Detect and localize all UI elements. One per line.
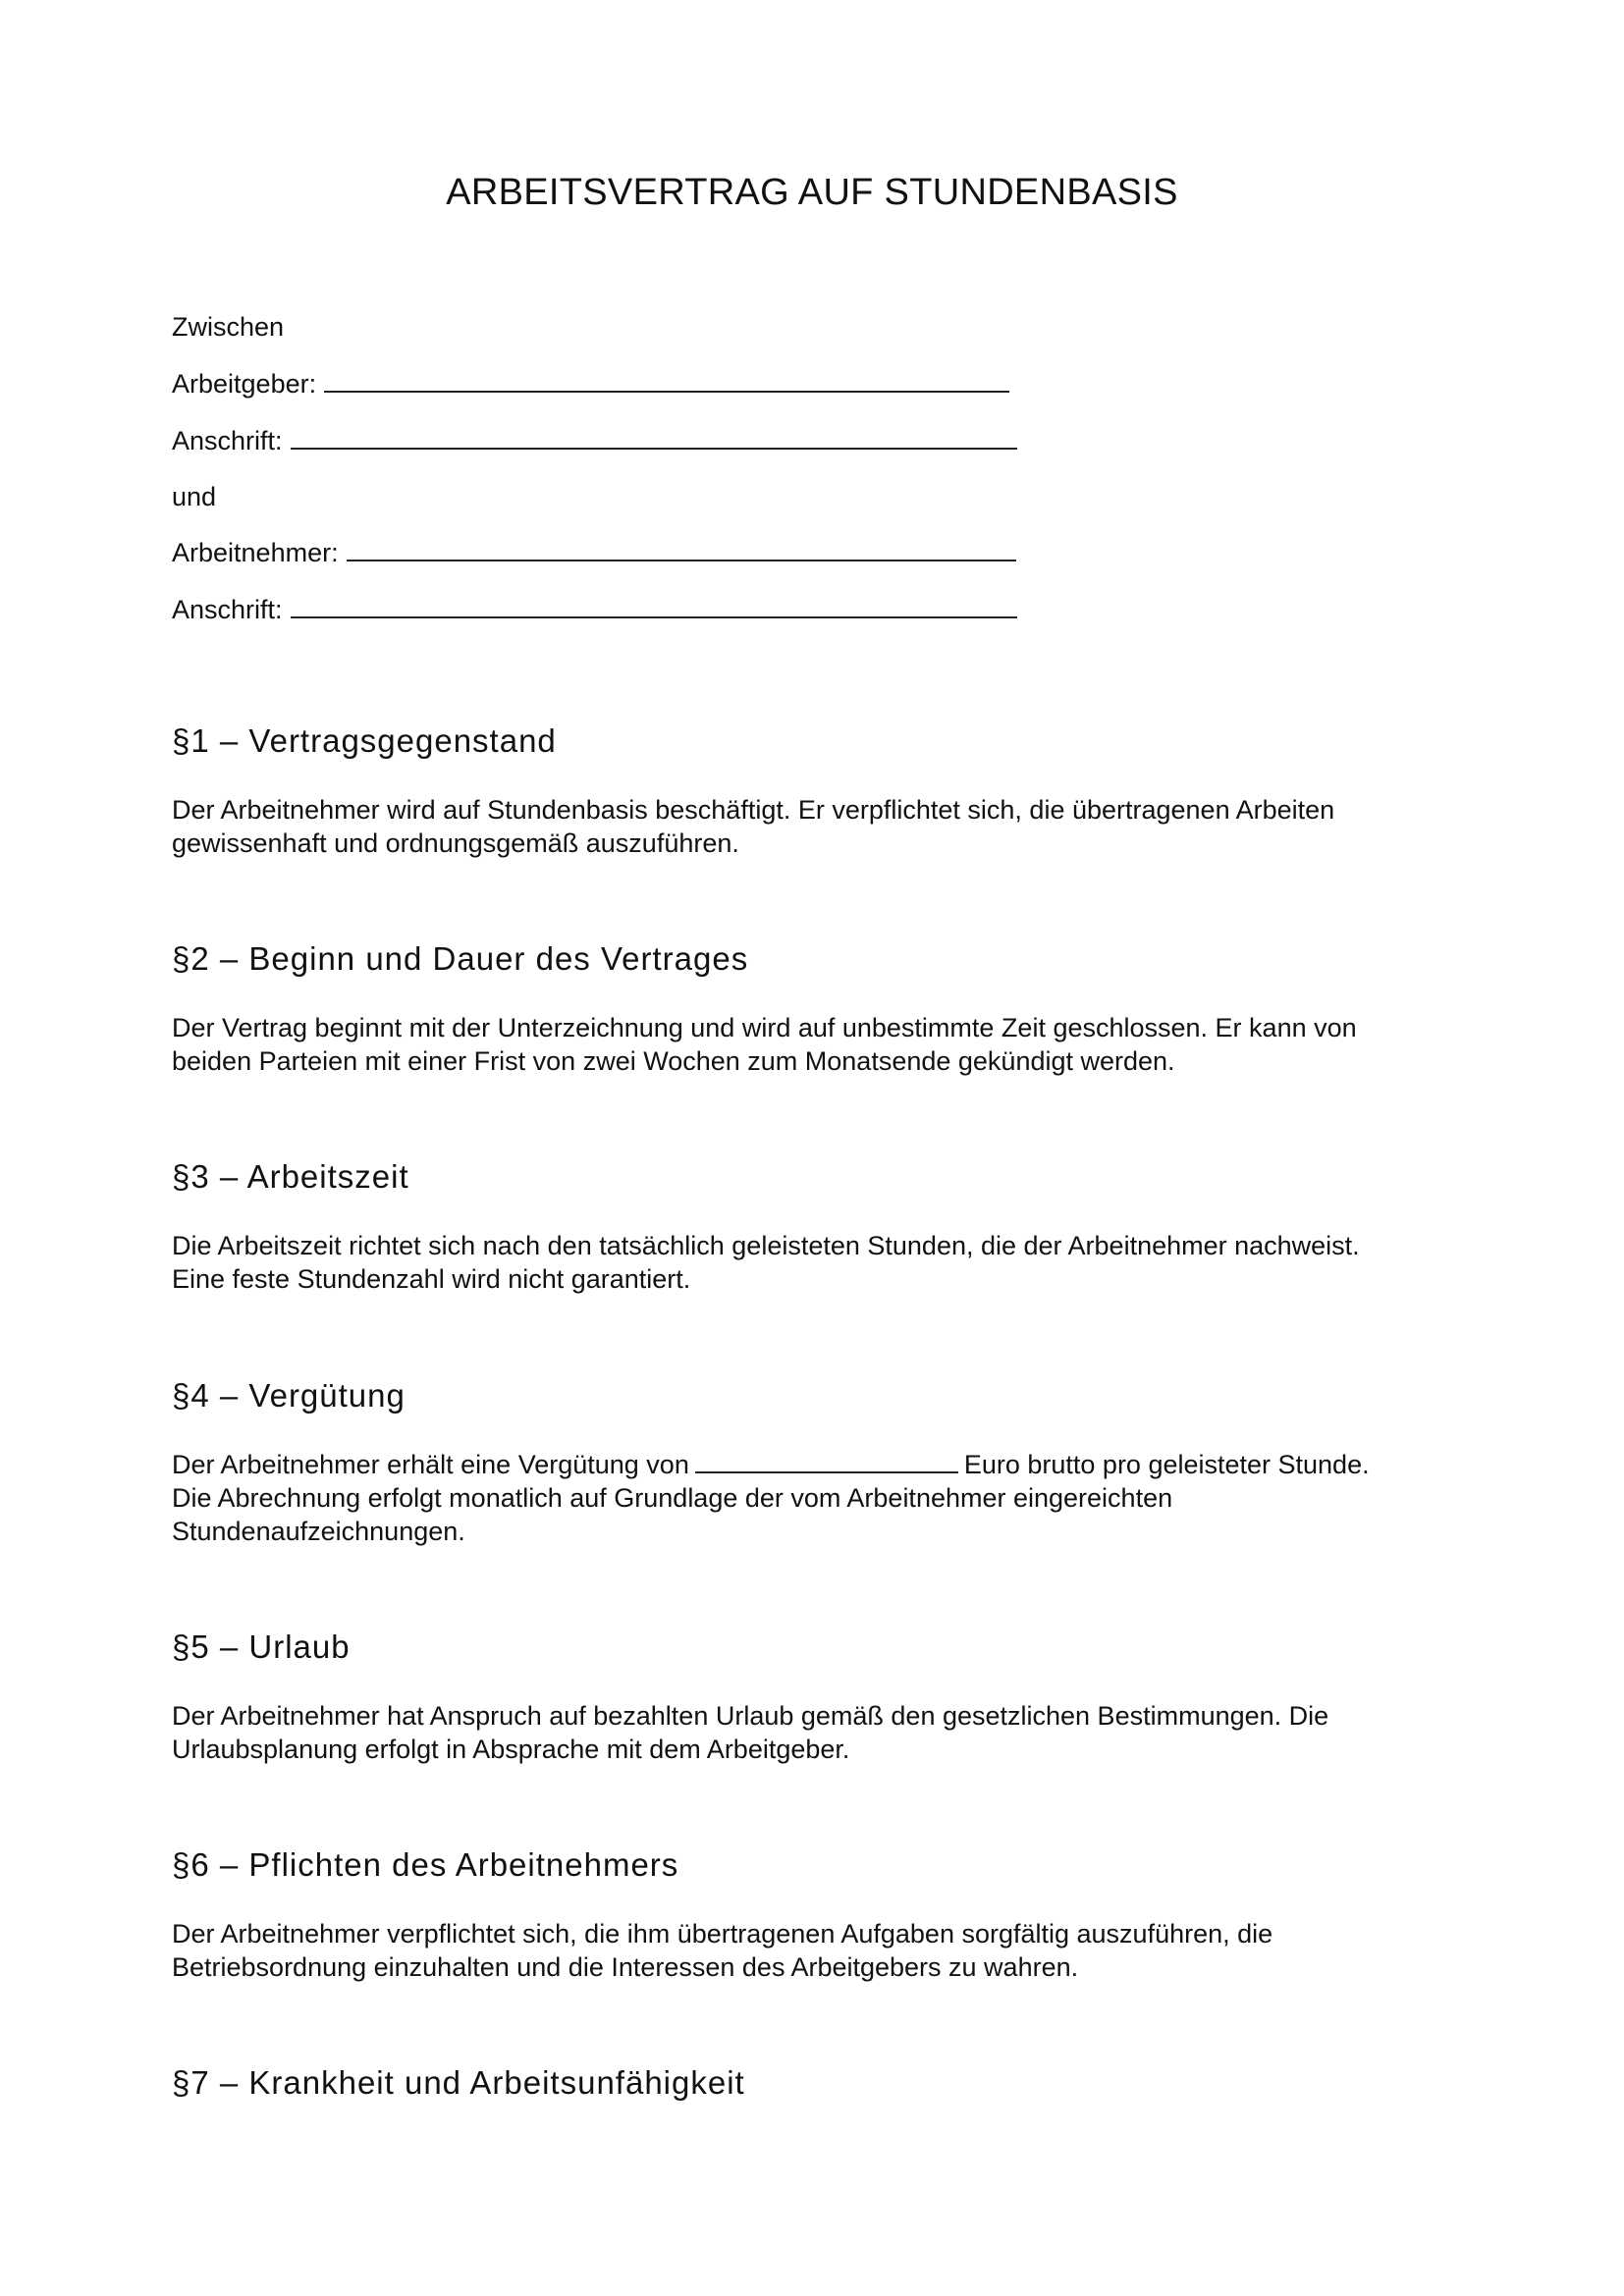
- section-5-line-1: Der Arbeitnehmer hat Anspruch auf bezahlten Urlaub gemäß den gesetzlichen Bestimmungen. Die: [172, 1701, 1329, 1731]
- employer-blank-line: [324, 367, 1009, 393]
- employee-address-label: Anschrift:: [172, 595, 283, 624]
- section-4-body: [172, 1448, 1448, 1548]
- section-6-body: [172, 1917, 1448, 1984]
- section-6-line-1: Der Arbeitnehmer verpflichtet sich, die ihm übertragenen Aufgaben sorgfältig auszuführen, die: [172, 1919, 1273, 1949]
- section-1-body: [172, 793, 1448, 860]
- employer-address-label: Anschrift:: [172, 426, 283, 455]
- section-2-line-2: beiden Parteien mit einer Frist von zwei Wochen zum Monatsende gekündigt werden.: [172, 1046, 1175, 1076]
- section-5-line-2: Urlaubsplanung erfolgt in Absprache mit dem Arbeitgeber.: [172, 1735, 850, 1764]
- employer-address-row: [172, 424, 1017, 457]
- and-label: und: [172, 482, 217, 511]
- document-title: ARBEITSVERTRAG AUF STUNDENBASIS: [446, 172, 1178, 213]
- employer-row: [172, 367, 1009, 400]
- section-4-line-1-before: Der Arbeitnehmer erhält eine Vergütung von: [172, 1450, 689, 1479]
- section-2-heading: §2 – Beginn und Dauer des Vertrages: [172, 940, 749, 977]
- employer-label: Arbeitgeber:: [172, 369, 317, 399]
- section-2-body: [172, 1011, 1448, 1078]
- employee-address-blank-line: [291, 593, 1017, 618]
- section-2-line-1: Der Vertrag beginnt mit der Unterzeichnung und wird auf unbestimmte Zeit geschlossen. Er kann von: [172, 1013, 1357, 1042]
- between-label: Zwischen: [172, 312, 285, 342]
- employer-address-blank-line: [291, 424, 1017, 450]
- section-5-body: [172, 1699, 1448, 1766]
- section-6-line-2: Betriebsordnung einzuhalten und die Interessen des Arbeitgebers zu wahren.: [172, 1952, 1079, 1982]
- section-4-line-3: Stundenaufzeichnungen.: [172, 1517, 465, 1546]
- section-1-line-2: gewissenhaft und ordnungsgemäß auszuführen.: [172, 828, 739, 858]
- employee-label: Arbeitnehmer:: [172, 538, 339, 567]
- section-6-heading: §6 – Pflichten des Arbeitnehmers: [172, 1846, 679, 1883]
- section-5-heading: §5 – Urlaub: [172, 1629, 351, 1665]
- section-4-heading: §4 – Vergütung: [172, 1377, 406, 1414]
- section-4-line-1-after: Euro brutto pro geleisteter Stunde.: [963, 1450, 1370, 1479]
- employee-address-row: [172, 593, 1017, 626]
- section-3-line-1: Die Arbeitszeit richtet sich nach den tatsächlich geleisteten Stunden, die der Arbeitnehmer nachweist.: [172, 1231, 1360, 1260]
- employee-blank-line: [347, 536, 1016, 561]
- section-3-heading: §3 – Arbeitszeit: [172, 1158, 409, 1195]
- section-4-line-1: [172, 1448, 1448, 1481]
- section-1-line-1: Der Arbeitnehmer wird auf Stundenbasis beschäftigt. Er verpflichtet sich, die übertragenen Arbeiten: [172, 795, 1335, 825]
- section-4-line-2: Die Abrechnung erfolgt monatlich auf Grundlage der vom Arbeitnehmer eingereichten: [172, 1483, 1173, 1513]
- employee-row: [172, 536, 1016, 569]
- section-3-line-2: Eine feste Stundenzahl wird nicht garantiert.: [172, 1264, 691, 1294]
- section-3-body: [172, 1229, 1448, 1296]
- section-1-heading: §1 – Vertragsgegenstand: [172, 722, 557, 759]
- hourly-rate-blank-line: [695, 1448, 958, 1473]
- section-7-heading: §7 – Krankheit und Arbeitsunfähigkeit: [172, 2064, 745, 2101]
